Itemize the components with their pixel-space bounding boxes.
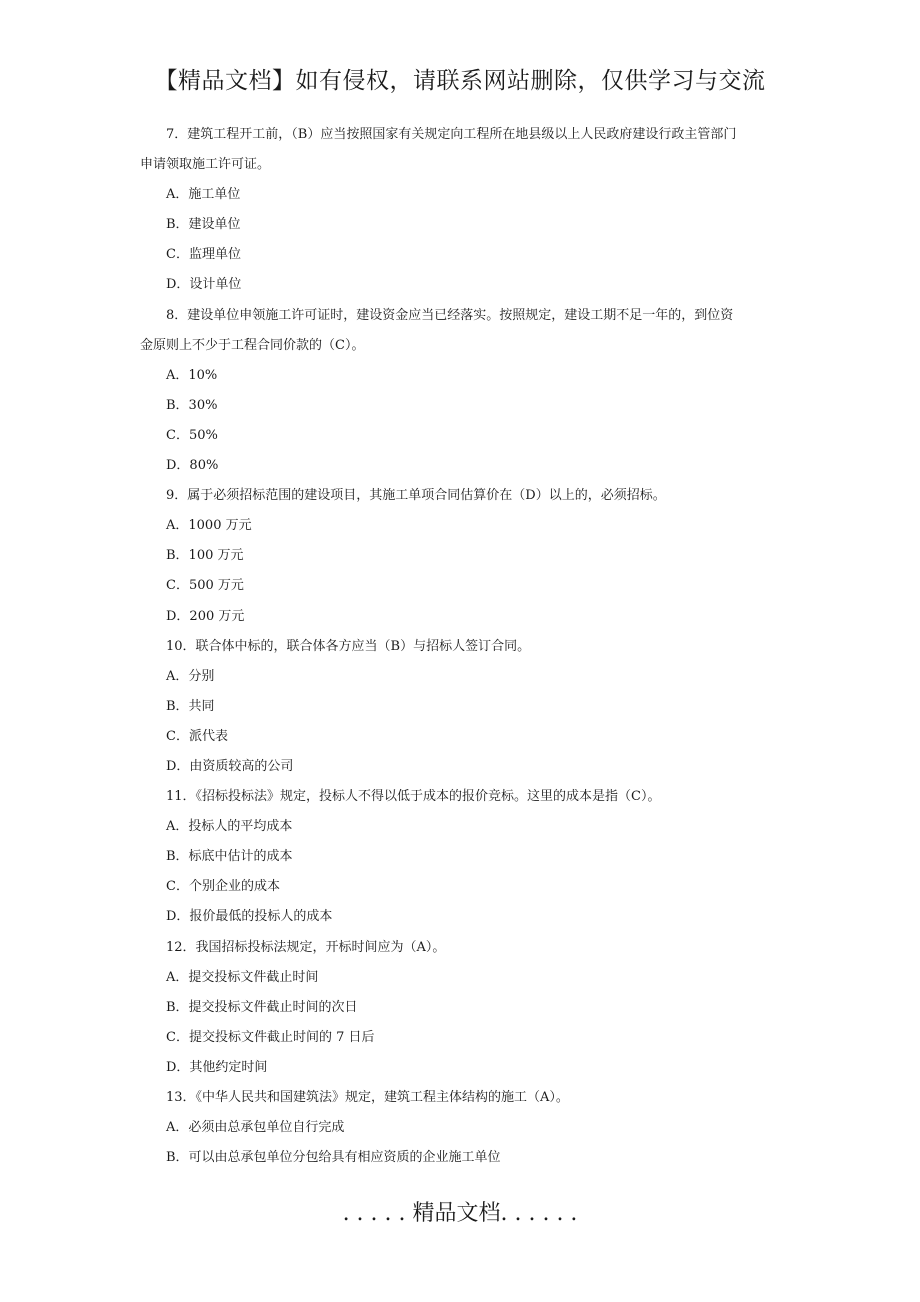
question-12-option-b: B．提交投标文件截止时间的次日	[166, 999, 358, 1015]
question-9-option-b: B．100 万元	[166, 548, 244, 564]
question-13-stem: 13．《中华人民共和国建筑法》规定，建筑工程主体结构的施工（A）。	[166, 1090, 569, 1105]
question-11-option-d: D．报价最低的投标人的成本	[166, 909, 333, 925]
question-9-option-c: C．500 万元	[166, 578, 244, 594]
question-7-option-b: B．建设单位	[166, 217, 241, 233]
question-7-stem: 7．建筑工程开工前，（B）应当按照国家有关规定向工程所在地县级以上人民政府建设行政主管部门	[166, 127, 737, 142]
question-8-option-c: C．50%	[166, 427, 218, 443]
question-13-option-b: B．可以由总承包单位分包给具有相应资质的企业施工单位	[166, 1150, 501, 1166]
question-8-option-a: A．10%	[166, 367, 218, 383]
question-11-option-c: C．个别企业的成本	[166, 879, 280, 895]
question-7-option-d: D．设计单位	[166, 277, 242, 293]
question-12-stem: 12．我国招标投标法规定，开标时间应为（A）。	[166, 939, 446, 955]
question-10-option-d: D．由资质较高的公司	[166, 758, 294, 774]
question-list	[140, 120, 780, 1173]
question-8-stem-cont: 金原则上不少于工程合同价款的（C）。	[140, 337, 365, 353]
question-8-option-b: B．30%	[166, 397, 218, 413]
question-7-option-a: A．施工单位	[166, 187, 241, 203]
question-10-option-c: C．派代表	[166, 728, 228, 744]
question-8-stem: 8．建设单位申领施工许可证时，建设资金应当已经落实。按照规定，建设工期不足一年的，到位资	[166, 307, 734, 323]
question-11-stem: 11．《招标投标法》规定，投标人不得以低于成本的报价竞标。这里的成本是指（C）。	[166, 789, 661, 805]
question-10-stem: 10．联合体中标的，联合体各方应当（B）与招标人签订合同。	[166, 638, 531, 654]
page-header-watermark: 【精品文档】如有侵权，请联系网站删除，仅供学习与交流	[154, 68, 766, 94]
question-7-option-c: C．监理单位	[166, 247, 241, 263]
question-9-option-a: A．1000 万元	[166, 518, 252, 534]
question-9-stem: 9．属于必须招标范围的建设项目，其施工单项合同估算价在（D）以上的，必须招标。	[166, 488, 666, 504]
question-12-option-c: C．提交投标文件截止时间的 7 日后	[166, 1029, 375, 1045]
question-7-stem-cont: 申请领取施工许可证。	[140, 157, 271, 173]
question-8-option-d: D．80%	[166, 458, 219, 474]
question-10-option-b: B．共同	[166, 698, 215, 714]
page-footer-watermark: . . . . . 精品文档. . . . . .	[342, 1201, 578, 1226]
question-11-option-a: A．投标人的平均成本	[166, 819, 293, 835]
question-10-option-a: A．分别	[166, 668, 215, 684]
question-13-option-a: A．必须由总承包单位自行完成	[166, 1120, 345, 1136]
question-12-option-a: A．提交投标文件截止时间	[166, 969, 319, 985]
question-12-option-d: D．其他约定时间	[166, 1059, 268, 1075]
question-11-option-b: B．标底中估计的成本	[166, 849, 293, 865]
question-9-option-d: D．200 万元	[166, 608, 245, 624]
